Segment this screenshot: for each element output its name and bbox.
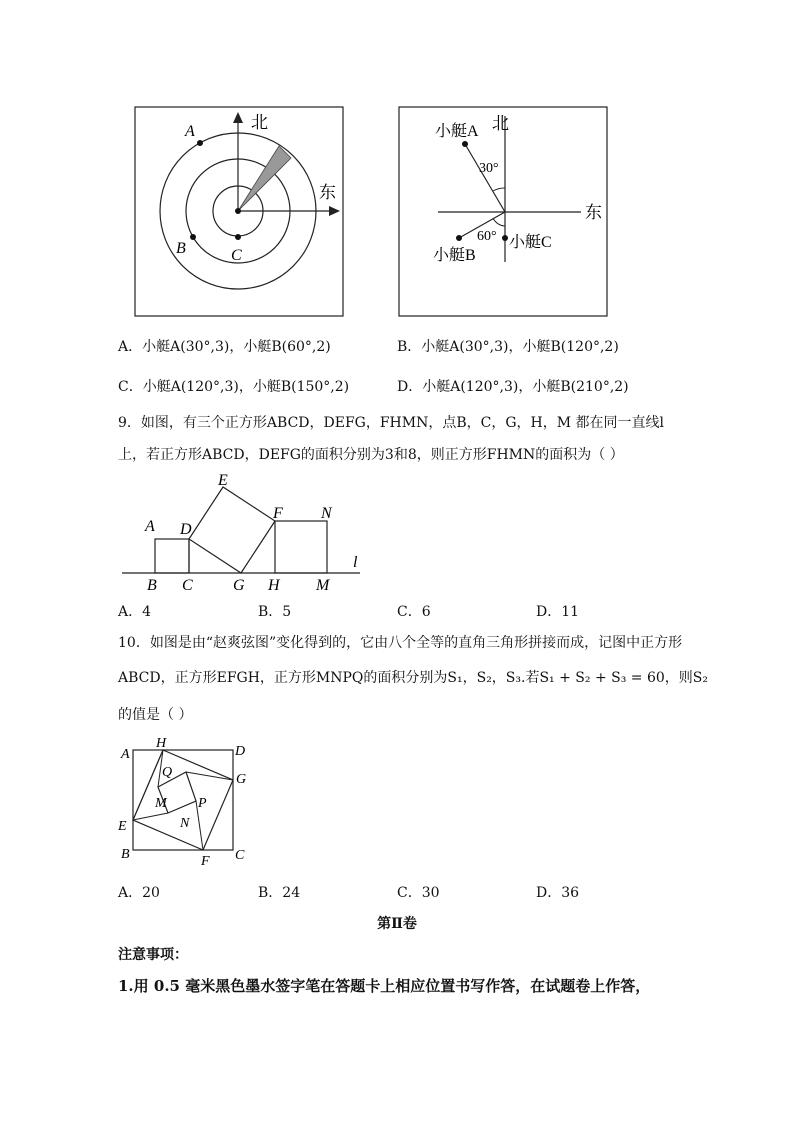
- label-n: N: [180, 816, 190, 831]
- q8-option-b: [397, 337, 619, 357]
- option-letter: A．: [118, 604, 143, 620]
- option-text: 30: [421, 885, 440, 901]
- point-c: [235, 234, 241, 240]
- label-p: P: [198, 796, 207, 811]
- square-defg: [189, 487, 275, 573]
- option-letter: D．: [397, 379, 423, 395]
- section-title: 第Ⅱ卷: [377, 916, 417, 932]
- option-text: 小艇A(30°,3)，小艇B(60°,2): [142, 339, 331, 355]
- label-h: H: [268, 577, 280, 594]
- point-b: [190, 234, 196, 240]
- label-n: N: [321, 505, 332, 522]
- q10-stem-line3: 的值是（ ）: [118, 707, 193, 723]
- east-label: 东: [585, 203, 602, 222]
- label-c: C: [182, 577, 193, 594]
- option-text: 5: [282, 604, 292, 620]
- q10-option-b: [258, 883, 300, 903]
- label-g: G: [236, 772, 247, 787]
- radar-sector: [238, 146, 291, 211]
- option-letter: D．: [536, 604, 562, 620]
- q10-option-c: [397, 883, 440, 903]
- angle30-arc: [493, 188, 505, 191]
- square-abcd: [133, 750, 233, 850]
- label-d: D: [235, 744, 246, 759]
- label-h: H: [156, 736, 167, 751]
- boat-a-label: 小艇A: [435, 123, 479, 140]
- q9-option-d: [536, 602, 579, 622]
- bearing-figure: [398, 106, 608, 318]
- option-text: 6: [421, 604, 431, 620]
- label-m: M: [155, 796, 167, 811]
- radar-center: [235, 208, 241, 214]
- option-letter: B．: [258, 604, 283, 620]
- label-e: E: [218, 472, 228, 489]
- seg-g: [186, 772, 233, 780]
- option-text: 36: [561, 885, 580, 901]
- q9-option-b: [258, 602, 291, 622]
- q10-option-a: [118, 883, 160, 903]
- boat-c-label: 小艇C: [509, 234, 552, 251]
- label-b: B: [121, 847, 130, 862]
- notice-item-1: 1.用 0.5 毫米黑色墨水签字笔在答题卡上相应位置书写作答，在试题卷上作答，: [118, 977, 651, 995]
- option-letter: A．: [118, 339, 143, 355]
- boat-c-point: [502, 235, 508, 241]
- option-letter: B．: [397, 339, 422, 355]
- option-letter: A．: [118, 885, 143, 901]
- q9-stem-line2: 上，若正方形ABCD，DEFG的面积分别为3和8，则正方形FHMN的面积为（ ）: [118, 447, 624, 463]
- option-text: 11: [561, 604, 580, 620]
- label-a: A: [145, 518, 155, 535]
- q9-option-a: [118, 602, 151, 622]
- label-f: F: [201, 854, 210, 869]
- option-letter: D．: [536, 885, 562, 901]
- label-q: Q: [162, 765, 173, 780]
- square-fhmn: [275, 521, 327, 573]
- point-a: [197, 140, 203, 146]
- option-text: 4: [142, 604, 152, 620]
- q9-stem-line1: 9．如图，有三个正方形ABCD，DEFG，FHMN，点B，C，G，H，M 都在同一直线l: [118, 415, 665, 431]
- label-d: D: [180, 521, 192, 538]
- seg-e: [133, 813, 168, 820]
- square-efgh: [133, 750, 233, 850]
- east-arrow-icon: [329, 206, 340, 216]
- q10-zhaoshuang-figure: [118, 735, 258, 870]
- q8-option-d: [397, 377, 629, 397]
- east-label: 东: [319, 183, 336, 202]
- boat-b-label: 小艇B: [433, 247, 476, 264]
- q9-option-c: [397, 602, 431, 622]
- option-letter: C．: [397, 604, 422, 620]
- label-m: M: [316, 577, 330, 594]
- angle30-label: 30°: [479, 161, 499, 176]
- q10-stem-line2: ABCD，正方形EFGH，正方形MNPQ的面积分别为S₁，S₂，S₃.若S₁ + S₂ + S₃ = 60，则S₂: [118, 670, 708, 686]
- square-abcd: [155, 539, 189, 573]
- label-c: C: [231, 247, 242, 264]
- option-letter: C．: [397, 885, 422, 901]
- label-l: l: [353, 554, 358, 571]
- label-c: C: [235, 848, 245, 863]
- option-text: 小艇A(30°,3)，小艇B(120°,2): [421, 339, 619, 355]
- q8-option-a: [118, 337, 331, 357]
- q9-squares-figure: [118, 470, 368, 595]
- q10-stem-line1: 10．如图是由“赵爽弦图”变化得到的，它由八个全等的直角三角形拼接而成，记图中正方形: [118, 635, 683, 651]
- angle60-label: 60°: [477, 229, 497, 244]
- angle60-arc: [493, 218, 505, 226]
- label-a: A: [185, 123, 195, 140]
- boat-a-point: [462, 141, 468, 147]
- q8-option-c: [118, 377, 349, 397]
- notice-heading: 注意事项：: [118, 947, 188, 963]
- option-text: 小艇A(120°,3)，小艇B(150°,2): [142, 379, 350, 395]
- option-letter: B．: [258, 885, 283, 901]
- label-b: B: [147, 577, 157, 594]
- label-f: F: [273, 505, 283, 522]
- label-g: G: [233, 577, 245, 594]
- label-a: A: [121, 747, 130, 762]
- radar-figure: [134, 106, 344, 318]
- label-b: B: [176, 240, 186, 257]
- line-to-a: [465, 144, 505, 212]
- option-text: 20: [142, 885, 160, 901]
- north-label: 北: [251, 113, 268, 132]
- option-text: 小艇A(120°,3)，小艇B(210°,2): [422, 379, 629, 395]
- q10-option-d: [536, 883, 579, 903]
- option-letter: C．: [118, 379, 143, 395]
- north-label: 北: [492, 114, 509, 133]
- label-e: E: [118, 819, 127, 834]
- north-arrow-icon: [233, 112, 243, 123]
- option-text: 24: [282, 885, 301, 901]
- boat-b-point: [456, 235, 462, 241]
